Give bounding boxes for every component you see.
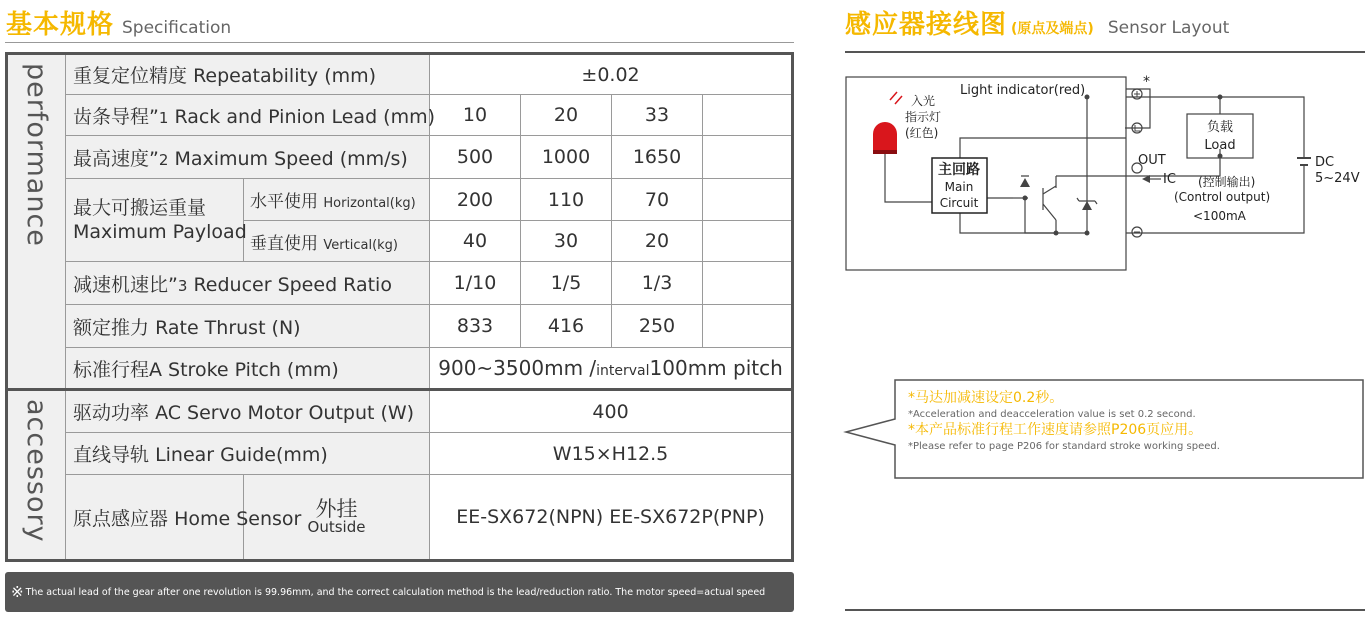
thrust-cell: 416: [521, 305, 612, 348]
reducer-cell: 1/5: [521, 262, 612, 305]
row-speed: [7, 136, 793, 179]
spec-title: [6, 4, 231, 41]
row-stroke: [7, 348, 793, 390]
row-motor: [7, 390, 793, 433]
sensor-title-rule: [845, 51, 1365, 53]
label-star: *: [1143, 74, 1150, 90]
label-outside: 外挂 Outside: [244, 475, 430, 561]
row-repeatability: [7, 54, 793, 95]
row-reducer: [7, 262, 793, 305]
label-main-zh: 主回路: [938, 162, 980, 178]
thrust-cell: 833: [430, 305, 521, 348]
payload-h-cell: 200: [430, 179, 521, 221]
value-guide: W15×H12.5: [430, 433, 793, 475]
reducer-cell: 1/10: [430, 262, 521, 305]
category-performance: performance: [7, 54, 66, 390]
label-repeatability: 重复定位精度 Repeatability (mm): [66, 54, 430, 95]
wire-zener-left: [1025, 198, 1056, 233]
label-lamp-zh-2: 指示灯: [905, 110, 942, 124]
label-control-en: (Control output): [1174, 190, 1271, 204]
zener-bars: [1021, 176, 1097, 204]
reducer-cell: 1/3: [612, 262, 703, 305]
row-lead: [7, 95, 793, 136]
thrust-cell: [703, 305, 793, 348]
label-payload-horizontal: 水平使用 Horizontal(kg): [244, 179, 430, 221]
spec-title-rule: [5, 42, 794, 43]
light-arrows-icon: [890, 92, 902, 104]
footnote-text: The actual lead of the gear after one revolution is 99.96mm, and the correct calculation method is the lead/reduction ratio. The motor speed=actual speed: [25, 586, 766, 598]
label-speed: 最高速度”2 Maximum Speed (mm/s): [66, 136, 430, 179]
label-current: <100mA: [1193, 209, 1246, 223]
footnote-bar: [5, 572, 794, 612]
wire-power-top: [960, 138, 1126, 158]
payload-h-cell: 70: [612, 179, 703, 221]
spec-title-en: Specification: [122, 18, 232, 38]
battery-icon: [1297, 158, 1311, 165]
label-thrust: 额定推力 Rate Thrust (N): [66, 305, 430, 348]
speed-cell: [703, 136, 793, 179]
sensor-title-zh: 感应器接线图: [845, 10, 1008, 40]
payload-v-cell: 30: [521, 221, 612, 262]
note-1-zh: *马达加减速设定0.2秒。: [908, 390, 1064, 406]
thrust-cell: 250: [612, 305, 703, 348]
label-payload: 最大可搬运重量 Maximum Payload: [66, 179, 244, 262]
value-home-sensor: EE-SX672(NPN) EE-SX672P(PNP): [430, 475, 793, 561]
wire-main-bottom: [960, 213, 1087, 233]
payload-v-cell: 40: [430, 221, 521, 262]
label-load-zh: 负载: [1206, 120, 1234, 135]
note-2-zh: *本产品标准行程工作速度请参照P206页应用。: [908, 422, 1203, 438]
speed-cell: 1650: [612, 136, 703, 179]
plus-glyph: [1134, 91, 1140, 97]
junction-dot: [1054, 231, 1059, 236]
value-motor: 400: [430, 390, 793, 433]
zener-left-icon: [1020, 178, 1030, 187]
label-light-indicator: Light indicator(red): [960, 83, 1086, 98]
wire-lamp: [885, 150, 932, 202]
junction-dot: [1023, 196, 1028, 201]
row-guide: [7, 433, 793, 475]
transistor-legs: [1043, 186, 1056, 220]
value-stroke: 900~3500mm /interval100mm pitch: [430, 348, 793, 390]
payload-h-cell: 110: [521, 179, 612, 221]
wiring-diagram: [845, 70, 1370, 275]
payload-v-cell: [703, 221, 793, 262]
label-out: OUT: [1138, 153, 1166, 168]
sensor-title-en: Sensor Layout: [1107, 18, 1230, 38]
row-thrust: [7, 305, 793, 348]
label-lead: 齿条导程”1 Rack and Pinion Lead (mm): [66, 95, 430, 136]
row-home-sensor: [7, 475, 793, 561]
lead-cell: 33: [612, 95, 703, 136]
label-voltage: 5~24V: [1315, 171, 1360, 186]
label-home-sensor: 原点感应器 Home Sensor: [66, 475, 244, 561]
label-guide: 直线导轨 Linear Guide(mm): [66, 433, 430, 475]
label-payload-vertical: 垂直使用 Vertical(kg): [244, 221, 430, 262]
sensor-title: [845, 4, 1229, 41]
row-payload-horizontal: [7, 179, 793, 221]
note-2-en: *Please refer to page P206 for standard stroke working speed.: [908, 441, 1220, 452]
label-load-en: Load: [1204, 138, 1236, 153]
payload-v-cell: 20: [612, 221, 703, 262]
lead-cell: [703, 95, 793, 136]
junction-dot: [1085, 231, 1090, 236]
reference-mark-icon: ※: [11, 583, 24, 601]
speed-cell: 1000: [521, 136, 612, 179]
zener-right-icon: [1082, 201, 1092, 210]
lead-cell: 10: [430, 95, 521, 136]
sensor-title-zh-small: (原点及端点): [1011, 21, 1094, 37]
label-main-en-1: Main: [944, 180, 974, 194]
value-repeatability: ±0.02: [430, 54, 793, 95]
category-accessory: accessory: [7, 390, 66, 561]
label-dc: DC: [1315, 155, 1335, 170]
label-lamp-zh-1: 入光: [911, 94, 936, 108]
label-main-en-2: Circuit: [939, 196, 979, 210]
note-bubble: [844, 378, 1366, 480]
label-reducer: 减速机速比”3 Reducer Speed Ratio: [66, 262, 430, 305]
label-stroke: 标准行程A Stroke Pitch (mm): [66, 348, 430, 390]
bottom-rule: [845, 609, 1365, 611]
label-motor: 驱动功率 AC Servo Motor Output (W): [66, 390, 430, 433]
red-lamp-icon: [873, 122, 897, 150]
lead-cell: 20: [521, 95, 612, 136]
spec-title-zh: 基本规格: [6, 10, 115, 40]
payload-h-cell: [703, 179, 793, 221]
label-ic: IC: [1163, 172, 1176, 187]
label-lamp-zh-3: (红色): [905, 126, 939, 140]
lamp-base: [873, 150, 897, 154]
speed-cell: 500: [430, 136, 521, 179]
bubble-text: [908, 390, 1220, 454]
junction-dot: [1218, 95, 1223, 100]
wire-minus-rail: [1126, 228, 1304, 233]
label-control-zh: (控制输出): [1198, 175, 1256, 189]
junction-dot: [1218, 154, 1223, 159]
spec-table: [5, 52, 794, 562]
reducer-cell: [703, 262, 793, 305]
note-1-en: *Acceleration and deacceleration value is set 0.2 second.: [908, 409, 1196, 420]
